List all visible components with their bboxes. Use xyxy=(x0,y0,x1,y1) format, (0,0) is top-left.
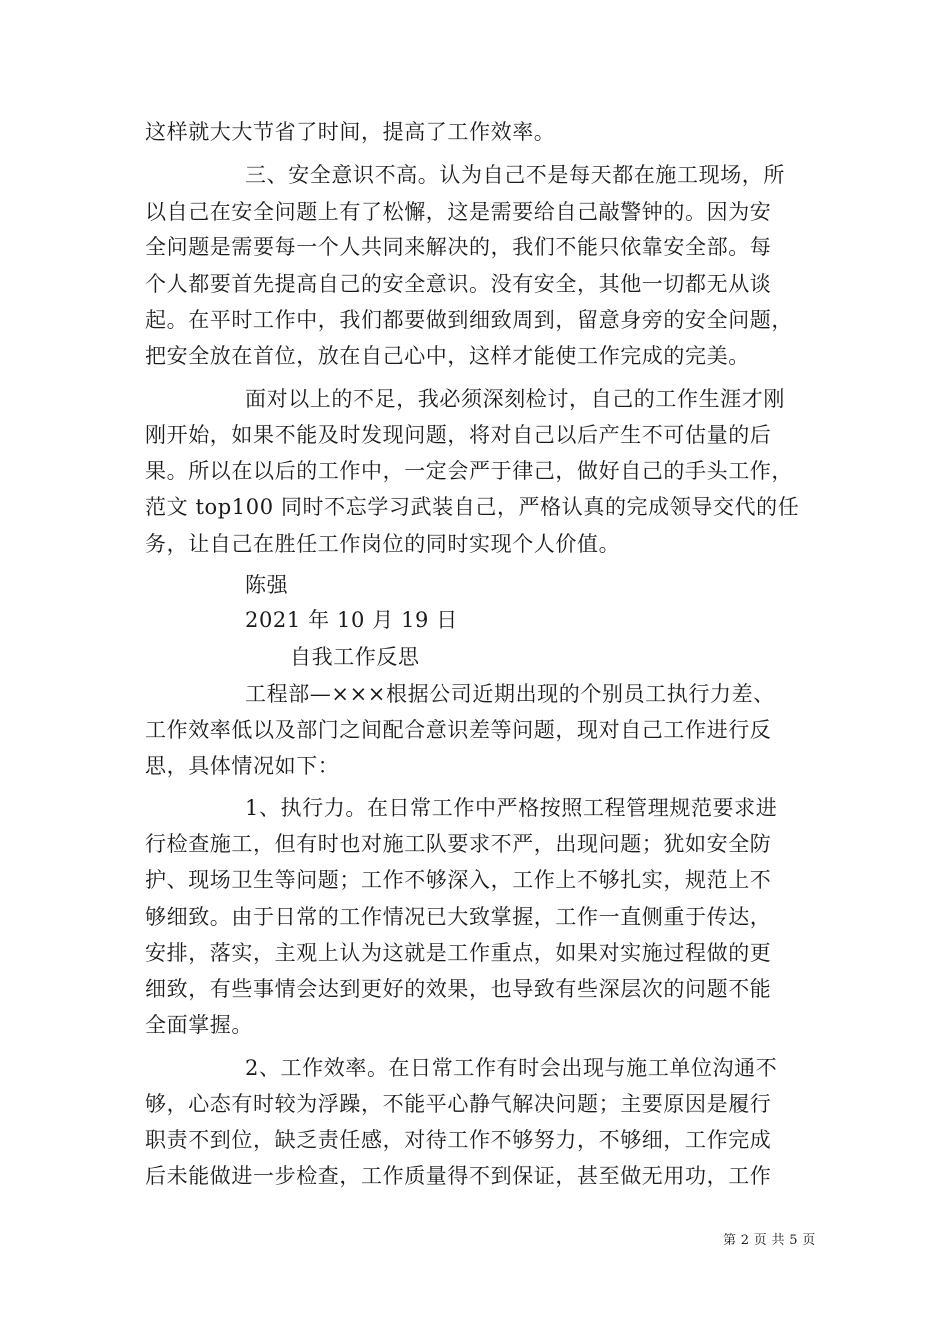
text-line-28: 职责不到位，缺乏责任感，对待工作不够努力，不够细，工作完成 xyxy=(145,1128,772,1152)
text-line-25: 全面掌握。 xyxy=(145,1013,253,1037)
text-line-9: 刚开始，如果不能及时发现问题，将对自己以后产生不可估量的后 xyxy=(145,423,772,447)
text-line-1: 这样就大大节省了时间，提高了工作效率。 xyxy=(145,120,556,144)
text-line-8: 面对以上的不足，我必须深刻检讨，自己的工作生涯才刚 xyxy=(245,387,785,411)
text-line-5: 个人都要首先提高自己的安全意识。没有安全，其他一切都无从谈 xyxy=(145,272,772,296)
page-number: 第 2 页 共 5 页 xyxy=(723,1233,816,1248)
text-line-20: 行检查施工，但有时也对施工队要求不严，出现问题；犹如安全防 xyxy=(145,832,772,856)
text-line-24: 细致，有些事情会达到更好的效果，也导致有些深层次的问题不能 xyxy=(145,977,772,1001)
text-line-23: 安排，落实，主观上认为这就是工作重点，如果对实施过程做的更 xyxy=(145,941,772,965)
text-line-29: 后未能做进一步检查，工作质量得不到保证，甚至做无用功，工作 xyxy=(145,1164,772,1188)
text-line-17: 工作效率低以及部门之间配合意识差等问题，现对自己工作进行反 xyxy=(145,718,772,742)
text-line-6: 起。在平时工作中，我们都要做到细致周到，留意身旁的安全问题， xyxy=(145,308,793,332)
text-line-22: 够细致。由于日常的工作情况已大致掌握，工作一直侧重于传达， xyxy=(145,905,772,929)
text-line-12: 务，让自己在胜任工作岗位的同时实现个人价值。 xyxy=(145,532,621,556)
text-line-19: 1、执行力。在日常工作中严格按照工程管理规范要求进 xyxy=(245,796,778,820)
text-line-3: 以自己在安全问题上有了松懈，这是需要给自己敲警钟的。因为安 xyxy=(145,200,772,224)
text-line-21: 护、现场卫生等问题；工作不够深入，工作上不够扎实，规范上不 xyxy=(145,868,772,892)
text-line-27: 够，心态有时较为浮躁，不能平心静气解决问题；主要原因是履行 xyxy=(145,1092,772,1116)
signature-name: 陈强 xyxy=(245,573,289,597)
text-line-10: 果。所以在以后的工作中，一定会严于律己，做好自己的手头工作， xyxy=(145,459,793,483)
text-line-4: 全问题是需要每一个人共同来解决的，我们不能只依靠安全部。每 xyxy=(145,235,772,259)
section-title: 自我工作反思 xyxy=(290,645,420,669)
text-line-16: 工程部—×××根据公司近期出现的个别员工执行力差、 xyxy=(245,682,775,706)
text-line-2: 三、安全意识不高。认为自己不是每天都在施工现场，所 xyxy=(245,163,785,187)
text-line-18: 思，具体情况如下： xyxy=(145,754,340,778)
signature-date: 2021 年 10 月 19 日 xyxy=(245,608,458,632)
text-line-11: 范文 top100 同时不忘学习武装自己，严格认真的完成领导交代的任 xyxy=(145,495,800,519)
text-line-26: 2、工作效率。在日常工作有时会出现与施工单位沟通不 xyxy=(245,1056,778,1080)
text-line-7: 把安全放在首位，放在自己心中，这样才能使工作完成的完美。 xyxy=(145,344,750,368)
